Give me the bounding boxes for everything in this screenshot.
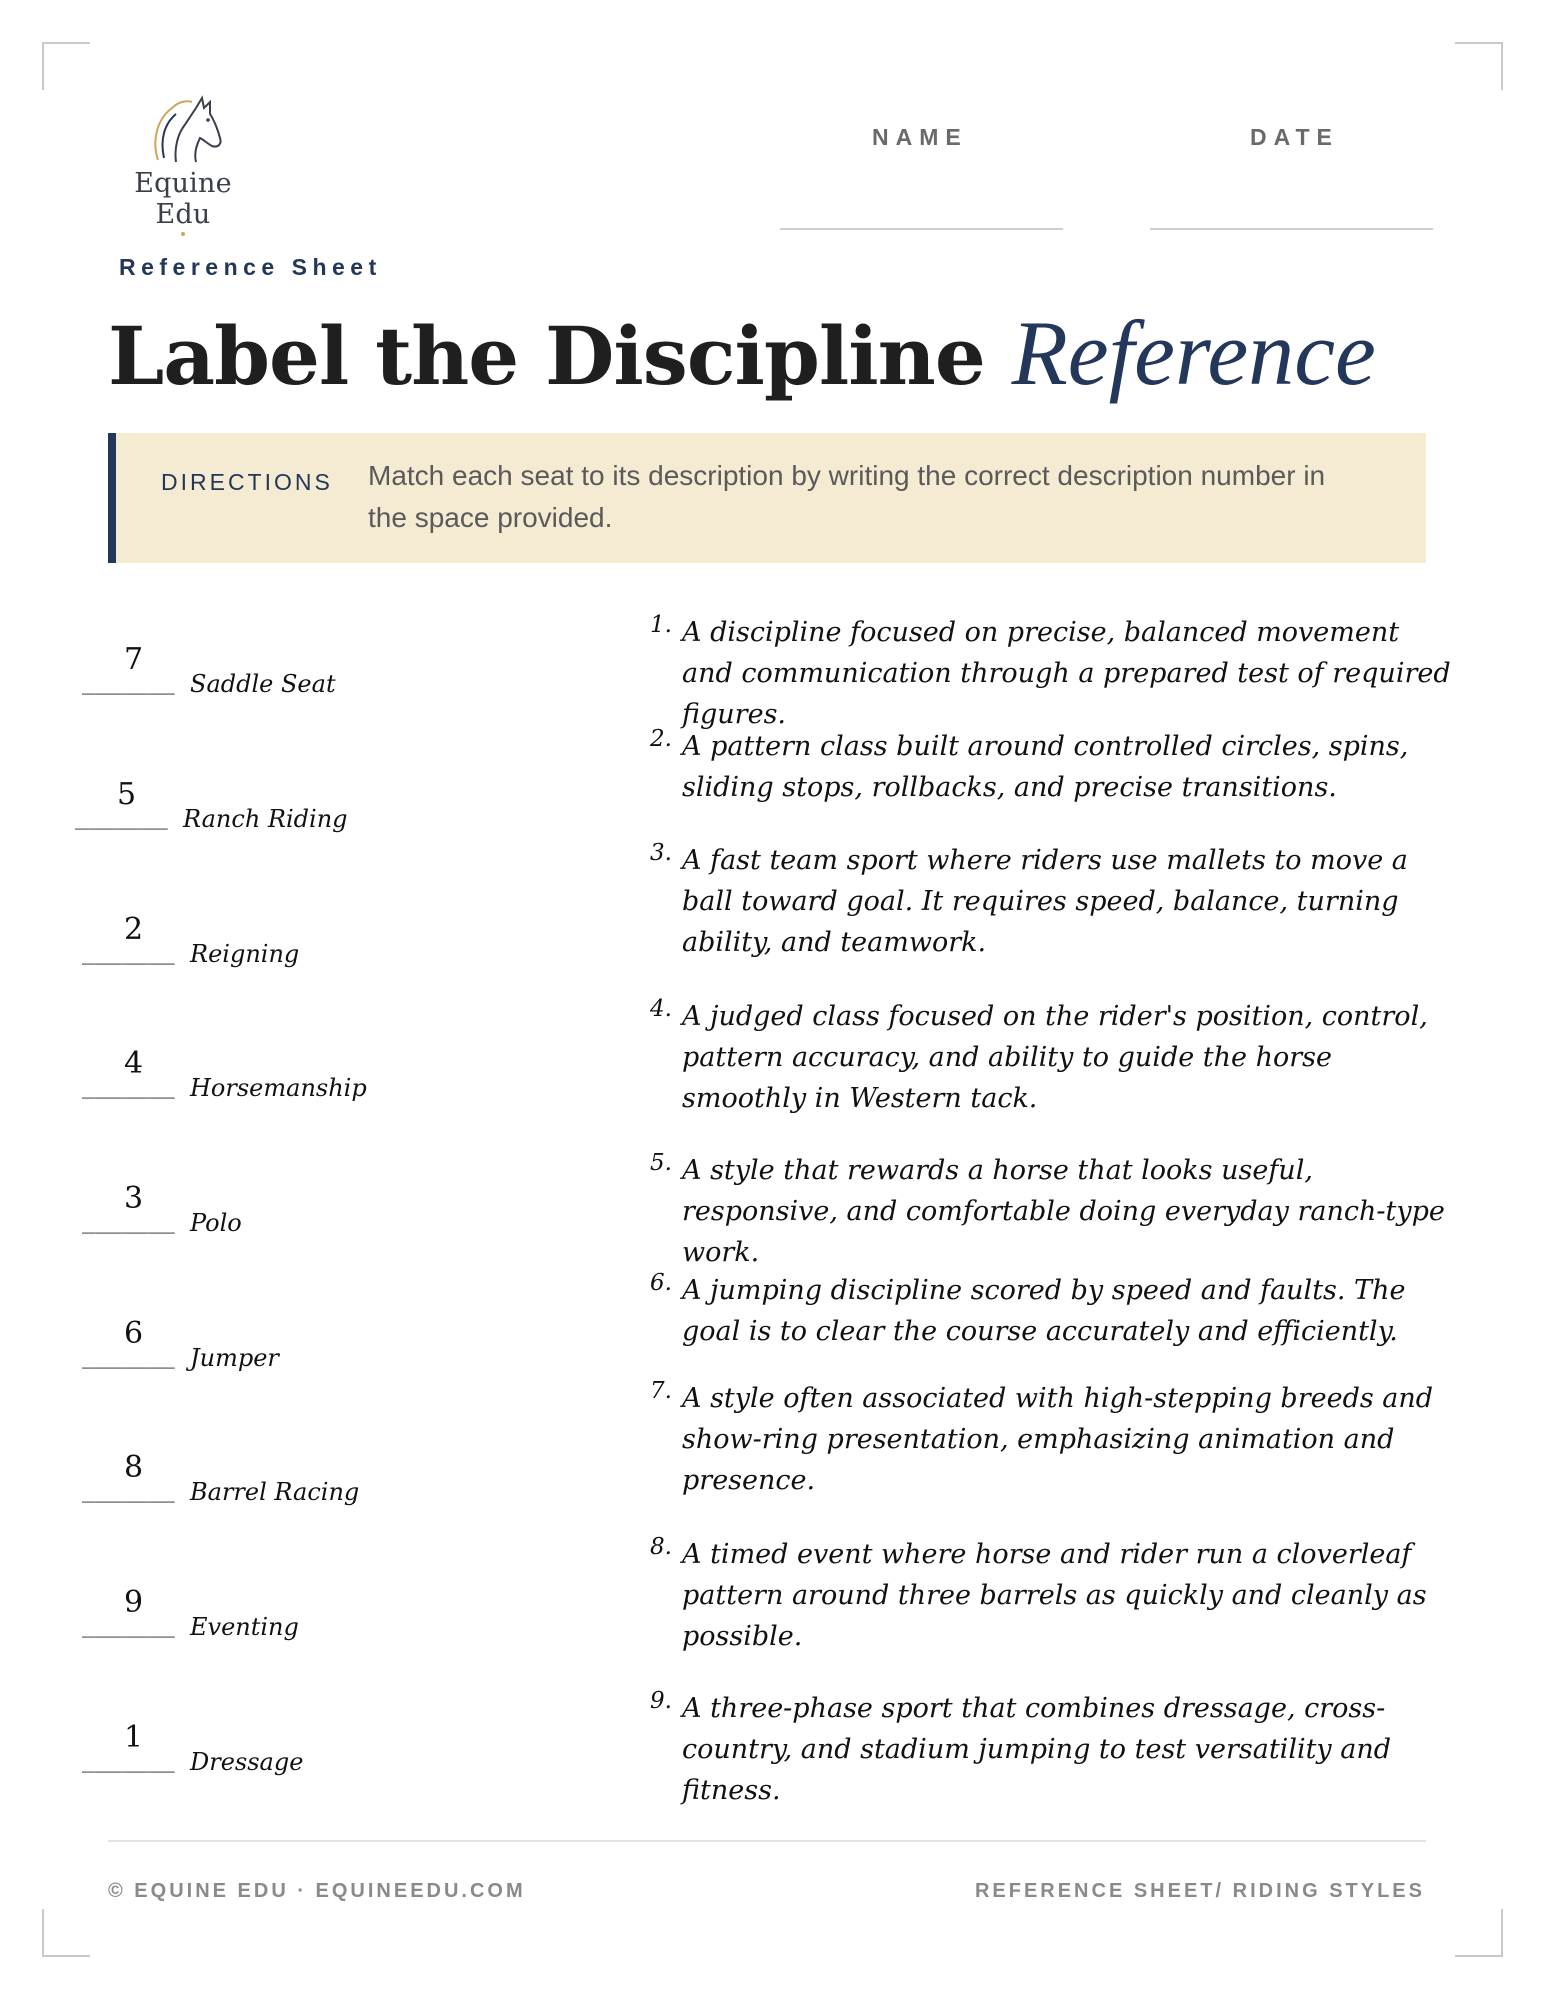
description-text: A style that rewards a horse that looks useful, responsive, and comfortable doing everyday ranch-type work. (682, 1155, 1445, 1268)
horse-head-icon (138, 90, 228, 172)
footer-sheet-label: REFERENCE SHEET/ RIDING STYLES (974, 1880, 1425, 1902)
brand-logo (108, 90, 258, 236)
answer-blank[interactable]: _______ (82, 1478, 175, 1503)
description-number: 6. (650, 1270, 672, 1296)
written-answer: 2 (124, 912, 144, 947)
title-main: Label the Discipline (108, 309, 985, 403)
name-field[interactable] (780, 228, 1063, 230)
answer-blank[interactable]: _______ (82, 1613, 175, 1638)
answer-blank[interactable]: _______ (82, 1209, 175, 1234)
written-answer: 1 (124, 1720, 144, 1755)
description-number: 5. (650, 1150, 672, 1176)
description-number: 9. (650, 1688, 672, 1714)
written-answer: 6 (124, 1316, 144, 1351)
written-answer: 9 (124, 1585, 144, 1620)
brand-name: Equine Edu (134, 168, 232, 230)
seat-label: Jumper (190, 1344, 279, 1372)
written-answer: 7 (124, 642, 144, 677)
crop-mark-top-left (42, 42, 90, 90)
seat-label: Saddle Seat (190, 670, 336, 698)
written-answer: 3 (124, 1181, 144, 1216)
title-accent: Reference (1011, 302, 1376, 404)
directions-text: Match each seat to its description by writing the correct description number in the space provided. (368, 460, 1326, 533)
name-label: NAME (872, 124, 968, 150)
answer-blank[interactable]: _______ (82, 670, 175, 695)
answer-blank[interactable]: _______ (82, 1074, 175, 1099)
seat-label: Reigning (190, 940, 300, 968)
description-text: A discipline focused on precise, balanced movement and communication through a prepared test of required figures. (682, 617, 1451, 730)
directions-label: DIRECTIONS (161, 469, 333, 495)
date-label: DATE (1250, 124, 1339, 150)
answer-blank[interactable]: _______ (82, 1344, 175, 1369)
description-number: 8. (650, 1534, 672, 1560)
written-answer: 5 (117, 777, 137, 812)
description-text: A fast team sport where riders use mallets to move a ball toward goal. It requires speed, balance, turning ability, and teamwork. (682, 845, 1408, 958)
directions-callout (108, 433, 1426, 563)
description-number: 3. (650, 840, 672, 866)
description-text: A pattern class built around controlled circles, spins, sliding stops, rollbacks, and precise transitions. (682, 731, 1409, 803)
eyebrow-label: Reference Sheet (119, 254, 382, 280)
footer-copyright: © EQUINE EDU · EQUINEEDU.COM (108, 1880, 526, 1902)
description-text: A three-phase sport that combines dressage, cross-country, and stadium jumping to test versatility and fitness. (682, 1693, 1392, 1806)
seat-label: Ranch Riding (183, 805, 348, 833)
seat-label: Eventing (190, 1613, 299, 1641)
answer-blank[interactable]: _______ (82, 940, 175, 965)
description-text: A style often associated with high-stepping breeds and show-ring presentation, emphasizing animation and presence. (682, 1383, 1434, 1496)
seat-label: Horsemanship (190, 1074, 367, 1102)
description-number: 1. (650, 612, 672, 638)
seat-label: Dressage (190, 1748, 304, 1776)
crop-mark-top-right (1455, 42, 1503, 90)
description-number: 4. (650, 996, 672, 1022)
written-answer: 8 (124, 1450, 144, 1485)
description-text: A timed event where horse and rider run a cloverleaf pattern around three barrels as quickly and cleanly as possible. (682, 1539, 1427, 1652)
description-number: 2. (650, 726, 672, 752)
crop-mark-bottom-left (42, 1909, 90, 1957)
seat-label: Polo (190, 1209, 242, 1237)
footer-divider (108, 1840, 1426, 1842)
answer-blank[interactable]: _______ (82, 1748, 175, 1773)
description-text: A jumping discipline scored by speed and faults. The goal is to clear the course accurately and efficiently. (682, 1275, 1406, 1347)
date-field[interactable] (1150, 228, 1433, 230)
description-text: A judged class focused on the rider's position, control, pattern accuracy, and ability to guide the horse smoothly in Western tack. (682, 1001, 1428, 1114)
page-title (108, 300, 1376, 406)
written-answer: 4 (124, 1046, 144, 1081)
answer-blank[interactable]: _______ (75, 805, 168, 830)
logo-dot (181, 232, 185, 236)
description-number: 7. (650, 1378, 672, 1404)
crop-mark-bottom-right (1455, 1909, 1503, 1957)
seat-label: Barrel Racing (190, 1478, 360, 1506)
